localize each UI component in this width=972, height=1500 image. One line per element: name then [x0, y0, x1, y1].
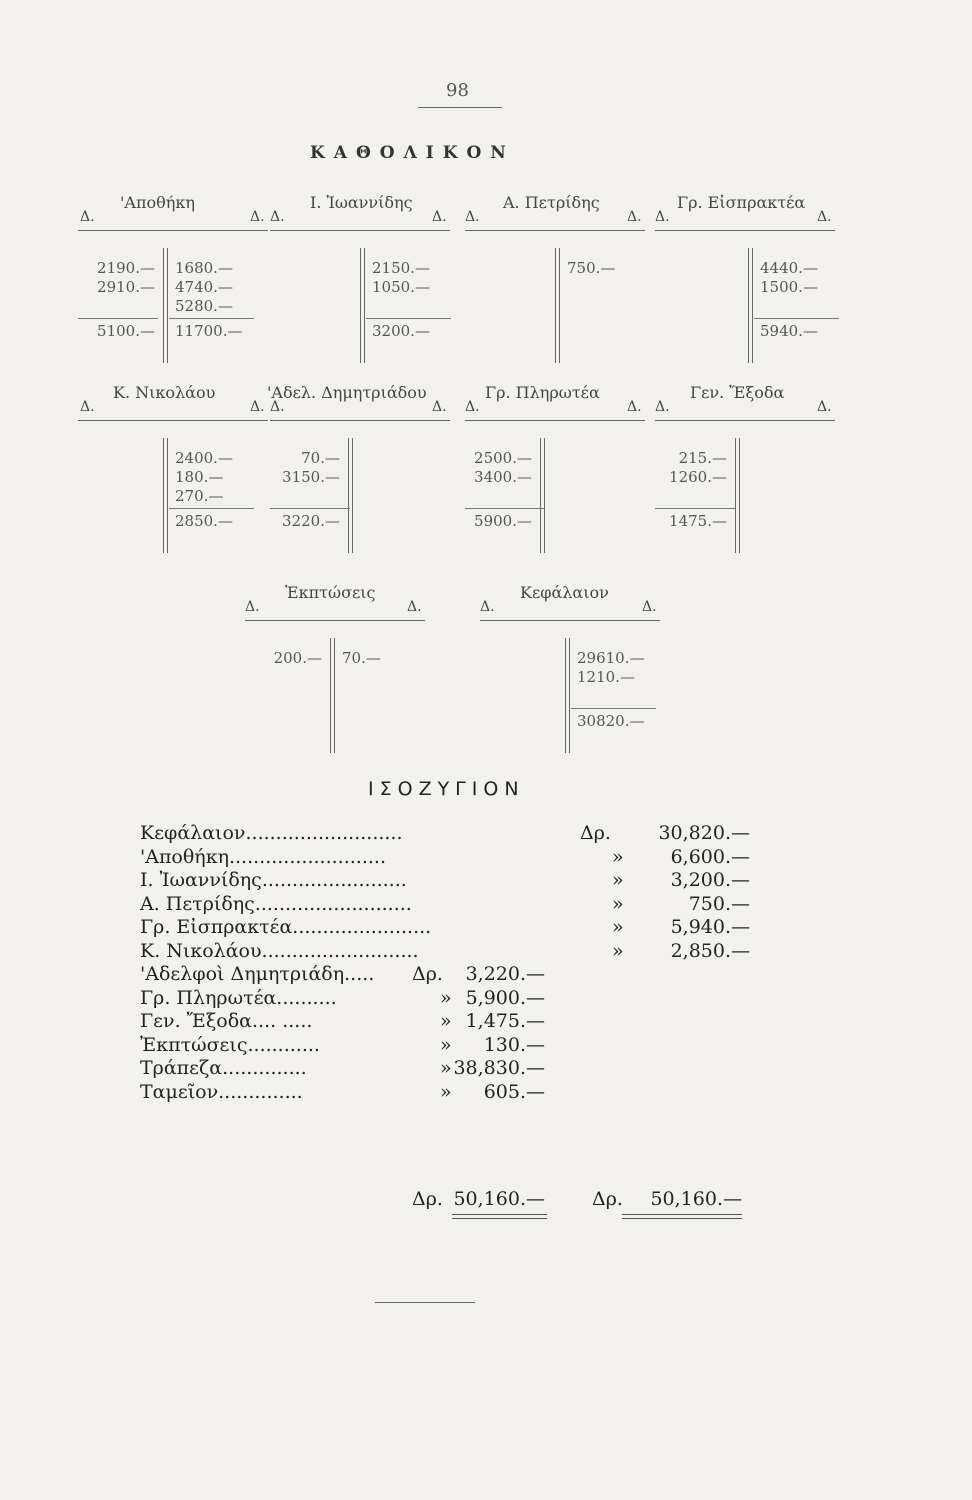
account-name: Γεν. Ἔξοδα	[690, 383, 785, 402]
credit-amount: 6,600.—	[670, 845, 750, 868]
account-divider	[167, 248, 168, 363]
leader-dots: ..........................	[254, 892, 412, 915]
credit-label: Δ.	[407, 599, 422, 615]
credit-amount: 30,820.—	[658, 822, 750, 844]
debit-amount: 130.—	[483, 1033, 545, 1056]
debit-label: Δ.	[270, 399, 285, 415]
account-divider	[334, 638, 335, 753]
credit-total-rule	[366, 318, 451, 319]
debit-label: Δ.	[245, 599, 260, 615]
trial-balance-row	[140, 1034, 790, 1058]
leader-dots: ..............	[222, 1057, 307, 1079]
credit-entry: 5280.—	[175, 297, 233, 315]
trial-balance-account	[140, 869, 407, 891]
leader-dots: .... .....	[252, 1010, 313, 1032]
total-credit-prefix: Δρ.	[592, 1188, 623, 1210]
credit-label: Δ.	[432, 209, 447, 225]
trial-balance-account	[140, 940, 419, 962]
debit-prefix: Δρ.	[412, 963, 443, 985]
account-divider	[540, 438, 541, 553]
trial-balance-account	[140, 963, 374, 985]
credit-amount: 2,850.—	[670, 939, 750, 962]
credit-total: 3200.—	[372, 322, 430, 340]
account-name: Κεφάλαιον	[520, 583, 609, 602]
credit-prefix: »	[612, 845, 624, 868]
debit-entry: 3400.—	[474, 468, 532, 486]
leader-dots: ..........	[276, 986, 337, 1009]
account-divider	[559, 248, 560, 363]
credit-entry: 4740.—	[175, 278, 233, 296]
trial-balance-account	[140, 1034, 320, 1056]
ledger-account	[78, 383, 268, 563]
debit-prefix: »	[440, 1080, 452, 1103]
trial-balance-account	[140, 916, 431, 938]
ledger-account	[270, 193, 450, 373]
credit-entry: 2400.—	[175, 449, 233, 467]
account-rule	[78, 420, 268, 421]
trial-balance-account	[140, 1057, 307, 1079]
credit-total-rule	[571, 708, 656, 709]
account-divider	[569, 638, 570, 753]
credit-label: Δ.	[817, 209, 832, 225]
leader-dots: .....	[344, 963, 375, 985]
total-rule	[452, 1218, 547, 1219]
credit-prefix: Δρ.	[580, 822, 611, 844]
credit-total-rule	[169, 508, 254, 509]
debit-total-rule	[270, 508, 350, 509]
account-divider	[352, 438, 353, 553]
debit-total: 3220.—	[282, 512, 340, 530]
ledger-account	[245, 583, 425, 763]
account-name: 'Αδελ. Δημητριάδου	[267, 383, 427, 402]
debit-total-rule	[78, 318, 158, 319]
account-name: Τράπεζα	[140, 1057, 223, 1079]
credit-prefix: »	[612, 869, 624, 891]
bottom-rule	[375, 1302, 475, 1303]
credit-total-rule	[754, 318, 839, 319]
account-rule	[655, 230, 835, 231]
debit-entry: 3150.—	[282, 468, 340, 486]
account-divider	[330, 638, 331, 753]
trial-balance-account	[140, 822, 403, 844]
credit-label: Δ.	[627, 209, 642, 225]
account-name: 'Αδελφοὶ Δημητριάδη	[140, 963, 345, 985]
account-name: Α. Πετρίδης	[140, 892, 255, 915]
account-divider	[544, 438, 545, 553]
account-name: 'Αποθήκη	[140, 845, 229, 868]
account-name: Α. Πετρίδης	[503, 193, 600, 212]
ledger-title: ΚΑΘΟΛΙΚΟΝ	[310, 143, 515, 163]
trial-balance-title: ΙΣΟΖΥΓΙΟΝ	[368, 778, 525, 800]
account-divider	[360, 248, 361, 363]
credit-label: Δ.	[817, 399, 832, 415]
debit-total: 5900.—	[474, 512, 532, 530]
credit-amount: 5,940.—	[670, 916, 750, 938]
account-name: Γρ. Πληρωτέα	[485, 383, 600, 402]
debit-label: Δ.	[655, 209, 670, 225]
debit-amount: 38,830.—	[453, 1057, 545, 1079]
credit-total: 11700.—	[175, 322, 243, 340]
account-divider	[163, 248, 164, 363]
credit-entry: 1680.—	[175, 259, 233, 277]
debit-label: Δ.	[80, 399, 95, 415]
credit-entry: 1500.—	[760, 278, 818, 296]
leader-dots: ..........................	[261, 939, 419, 962]
account-name: Κ. Νικολάου	[140, 939, 262, 962]
credit-entry: 2150.—	[372, 259, 430, 277]
account-divider	[167, 438, 168, 553]
credit-amount: 750.—	[688, 892, 750, 915]
account-divider	[163, 438, 164, 553]
credit-label: Δ.	[627, 399, 642, 415]
leader-dots: .......................	[292, 916, 432, 938]
credit-label: Δ.	[250, 209, 265, 225]
debit-entry: 2500.—	[474, 449, 532, 467]
credit-label: Δ.	[642, 599, 657, 615]
account-divider	[364, 248, 365, 363]
account-divider	[735, 438, 736, 553]
account-name: Γεν. Ἔξοδα	[140, 1010, 252, 1032]
debit-label: Δ.	[80, 209, 95, 225]
ledger-account	[465, 193, 645, 373]
account-name: Γρ. Εἰσπρακτέα	[677, 193, 806, 212]
account-name: Γρ. Πληρωτέα	[140, 986, 277, 1009]
account-name: Ταμεῖον	[140, 1080, 219, 1103]
account-rule	[270, 230, 450, 231]
page-number: 98	[446, 80, 469, 101]
account-rule	[655, 420, 835, 421]
account-rule	[270, 420, 450, 421]
account-divider	[748, 248, 749, 363]
account-rule	[78, 230, 268, 231]
account-name: Ἐκπτώσεις	[140, 1033, 248, 1056]
debit-prefix: »	[440, 1057, 452, 1079]
leader-dots: ........................	[261, 869, 407, 891]
credit-prefix: »	[612, 916, 624, 938]
debit-total-rule	[465, 508, 545, 509]
account-divider	[555, 248, 556, 363]
account-name: 'Αποθήκη	[120, 193, 195, 212]
total-debit: 50,160.—	[453, 1188, 545, 1210]
debit-label: Δ.	[270, 209, 285, 225]
account-name: Ἐκπτώσεις	[285, 583, 376, 602]
account-rule	[465, 230, 645, 231]
debit-amount: 5,900.—	[465, 986, 545, 1009]
leader-dots: ..............	[218, 1080, 303, 1103]
debit-entry: 200.—	[273, 649, 322, 667]
credit-prefix: »	[612, 939, 624, 962]
debit-entry: 2910.—	[97, 278, 155, 296]
account-name: Γρ. Εἰσπρακτέα	[140, 916, 293, 938]
debit-prefix: »	[440, 1010, 452, 1032]
credit-entry: 70.—	[342, 649, 381, 667]
debit-amount: 1,475.—	[465, 1010, 545, 1032]
debit-total: 1475.—	[669, 512, 727, 530]
debit-entry: 215.—	[678, 449, 727, 467]
ledger-account	[78, 193, 268, 373]
total-credit: 50,160.—	[650, 1188, 742, 1210]
account-name: Κ. Νικολάου	[113, 383, 216, 402]
total-rule	[622, 1214, 742, 1215]
credit-entry: 750.—	[567, 259, 616, 277]
credit-amount: 3,200.—	[670, 869, 750, 891]
page-number-rule	[418, 107, 502, 108]
debit-total: 5100.—	[97, 322, 155, 340]
account-rule	[465, 420, 645, 421]
credit-entry: 4440.—	[760, 259, 818, 277]
trial-balance-account	[140, 846, 386, 868]
debit-prefix: »	[440, 986, 452, 1009]
debit-prefix: »	[440, 1033, 452, 1056]
trial-balance-row	[140, 1081, 790, 1105]
total-debit-prefix: Δρ.	[412, 1188, 443, 1210]
debit-label: Δ.	[480, 599, 495, 615]
leader-dots: ..........................	[228, 845, 386, 868]
trial-balance-account	[140, 987, 337, 1009]
credit-entry: 270.—	[175, 487, 224, 505]
total-rule	[452, 1214, 547, 1215]
debit-entry: 2190.—	[97, 259, 155, 277]
ledger-account	[480, 583, 660, 763]
credit-prefix: »	[612, 892, 624, 915]
account-name: Κεφάλαιον	[140, 822, 246, 844]
leader-dots: ............	[247, 1033, 320, 1056]
account-divider	[752, 248, 753, 363]
debit-label: Δ.	[655, 399, 670, 415]
ledger-account	[655, 383, 835, 563]
credit-label: Δ.	[432, 399, 447, 415]
credit-total: 2850.—	[175, 512, 233, 530]
account-rule	[480, 620, 660, 621]
credit-entry: 180.—	[175, 468, 224, 486]
account-rule	[245, 620, 425, 621]
credit-total-rule	[169, 318, 254, 319]
trial-balance-account	[140, 1081, 303, 1103]
account-name: Ι. Ἰωαννίδης	[140, 869, 262, 891]
ledger-account	[465, 383, 645, 563]
account-divider	[348, 438, 349, 553]
credit-entry: 1050.—	[372, 278, 430, 296]
debit-amount: 3,220.—	[465, 963, 545, 985]
ledger-account	[267, 383, 450, 563]
total-rule	[622, 1218, 742, 1219]
credit-label: Δ.	[250, 399, 265, 415]
debit-entry: 1260.—	[669, 468, 727, 486]
debit-amount: 605.—	[483, 1080, 545, 1103]
debit-label: Δ.	[465, 399, 480, 415]
account-name: Ι. Ἰωαννίδης	[310, 193, 413, 212]
trial-balance-account	[140, 1010, 312, 1032]
account-divider	[565, 638, 566, 753]
credit-total: 5940.—	[760, 322, 818, 340]
leader-dots: ..........................	[245, 822, 403, 844]
debit-entry: 70.—	[301, 449, 340, 467]
debit-total-rule	[655, 508, 735, 509]
trial-balance-account	[140, 893, 412, 915]
account-divider	[739, 438, 740, 553]
credit-total: 30820.—	[577, 712, 645, 730]
credit-entry: 1210.—	[577, 668, 635, 686]
credit-entry: 29610.—	[577, 649, 645, 667]
ledger-account	[655, 193, 835, 373]
debit-label: Δ.	[465, 209, 480, 225]
